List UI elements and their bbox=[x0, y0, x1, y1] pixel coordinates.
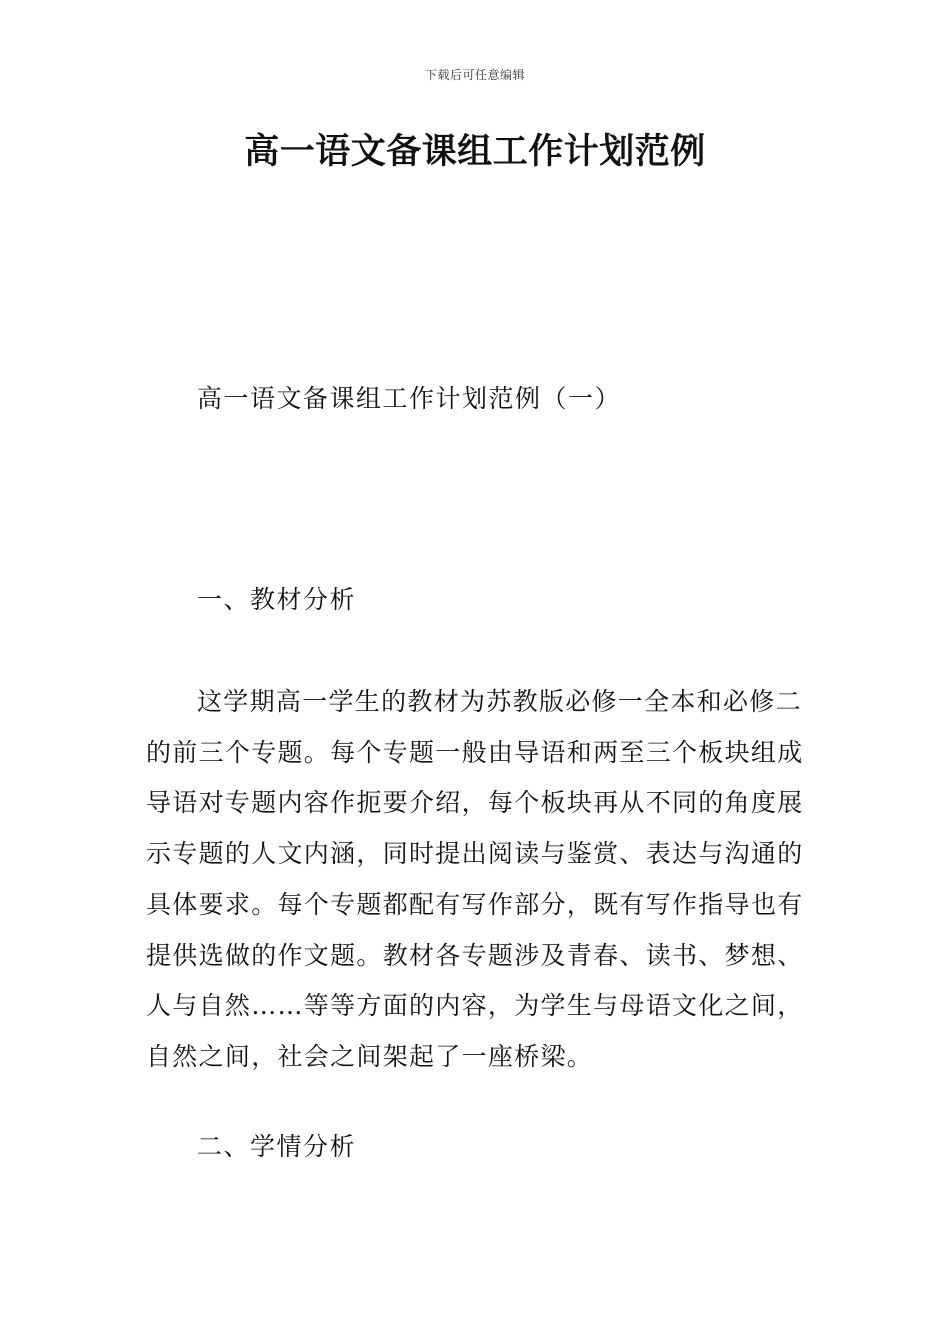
paragraph-line: 这学期高一学生的教材为苏教版必修一全本和必修二 bbox=[197, 687, 802, 716]
document-subtitle: 高一语文备课组工作计划范例（一） bbox=[197, 384, 622, 413]
paragraph-line: 具体要求。每个专题都配有写作部分，既有写作指导也有 bbox=[146, 889, 804, 919]
paragraph-line: 人与自然……等等方面的内容，为学生与母语文化之间， bbox=[146, 991, 804, 1021]
document-title: 高一语文备课组工作计划范例 bbox=[244, 132, 706, 172]
header-note: 下载后可任意编辑 bbox=[424, 68, 525, 82]
section-paragraph-textbook-analysis bbox=[146, 677, 810, 1083]
paragraph-line: 示专题的人文内涵，同时提出阅读与鉴赏、表达与沟通的 bbox=[146, 839, 804, 869]
paragraph-line: 导语对专题内容作扼要介绍，每个板块再从不同的角度展 bbox=[146, 788, 804, 818]
paragraph-line: 自然之间，社会之间架起了一座桥梁。 bbox=[146, 1041, 594, 1071]
paragraph-line: 提供选做的作文题。教材各专题涉及青春、读书、梦想、 bbox=[146, 940, 804, 970]
section-heading-textbook-analysis: 一、教材分析 bbox=[197, 585, 357, 614]
paragraph-line: 的前三个专题。每个专题一般由导语和两至三个板块组成 bbox=[146, 737, 804, 767]
section-heading-student-analysis: 二、学情分析 bbox=[197, 1132, 357, 1161]
